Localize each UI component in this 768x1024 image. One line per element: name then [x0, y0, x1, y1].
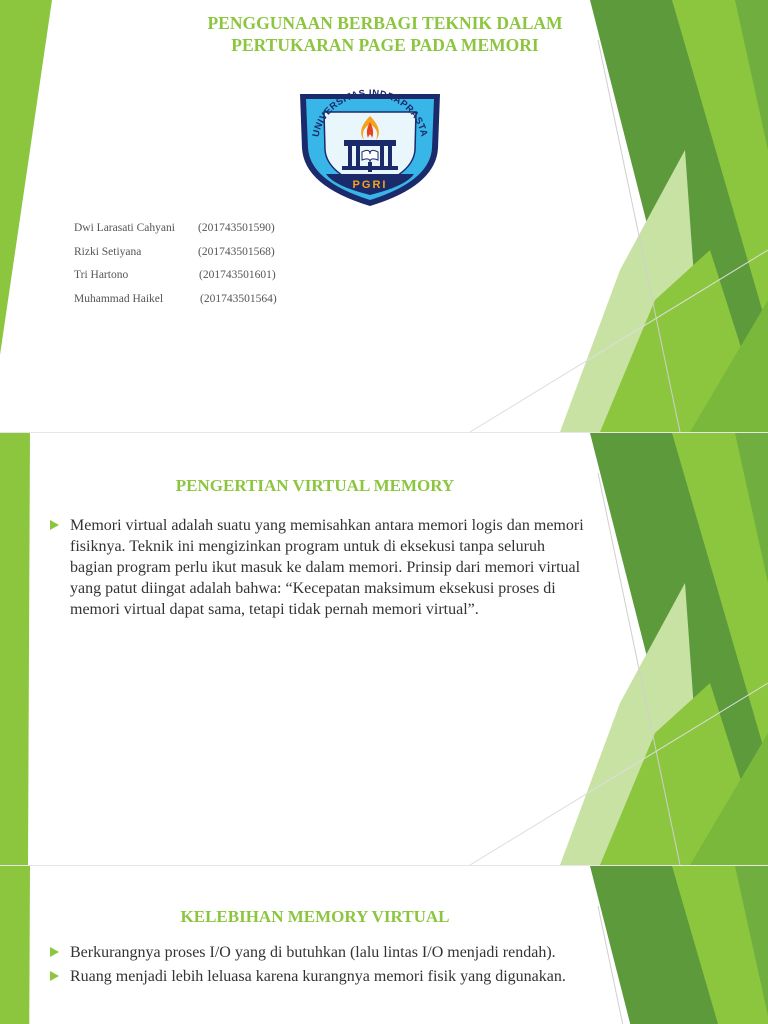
slide-title: [0, 0, 768, 432]
author-row: [74, 220, 314, 244]
bullet-item: [48, 515, 588, 620]
author-name: Tri Hartono: [74, 269, 129, 281]
author-name: Muhammad Haikel: [74, 292, 164, 305]
bullet-list: [48, 942, 578, 987]
slide-decoration: [0, 433, 768, 865]
left-green-bar: [0, 866, 30, 1024]
slide-heading: PENGERTIAN VIRTUAL MEMORY: [175, 476, 455, 495]
bullet-item: [48, 942, 578, 963]
author-name: Rizki Setiyana: [74, 245, 142, 258]
bullet-item: [48, 966, 578, 987]
slide-advantages: [0, 866, 768, 1024]
author-row: [74, 267, 314, 291]
bullet-text: Berkurangnya proses I/O yang di butuhkan (lalu lintas I/O menjadi rendah).: [70, 944, 556, 961]
author-id: (201743501568): [198, 245, 275, 258]
bullet-arrow-icon: [50, 971, 59, 981]
logo-bottom-text: PGRI: [352, 179, 388, 191]
author-id: (201743501590): [198, 222, 275, 234]
bullet-arrow-icon: [50, 947, 59, 957]
bullet-arrow-icon: [50, 520, 59, 530]
author-row: [74, 291, 314, 315]
author-id: (201743501564): [200, 292, 277, 305]
bullet-list: [48, 515, 588, 620]
slide-definition: [0, 433, 768, 865]
author-list: [74, 220, 314, 314]
university-logo: [296, 82, 444, 210]
author-id: (201743501601): [199, 269, 276, 281]
slide-heading: KELEBIHAN MEMORY VIRTUAL: [180, 907, 450, 926]
author-row: [74, 244, 314, 268]
slide-decoration: [0, 0, 768, 432]
author-name: Dwi Larasati Cahyani: [74, 222, 175, 234]
left-green-bar: [0, 433, 30, 865]
slide-title-text: PENGGUNAAN BERBAGI TEKNIK DALAM PERTUKARAN PAGE PADA MEMORI: [207, 13, 563, 55]
logo-top-text: UNIVERSITAS INDRAPRASTA: [310, 87, 430, 139]
left-green-bar: [0, 0, 52, 355]
bullet-text: Memori virtual adalah suatu yang memisahkan antara memori logis dan memori fisiknya. Teknik ini mengizinkan program untuk di eksekusi tanpa seluruh bagian program perlu ikut masuk ke dalam memori. Prinsip dari memori virtual yang patut diingat adalah bahwa: “Kecepatan maksimum eksekusi proses di memori virtual dapat sama, tetapi tidak pernah memori virtual”.: [70, 517, 584, 618]
bullet-text: Ruang menjadi lebih leluasa karena kurangnya memori fisik yang digunakan.: [70, 968, 566, 985]
